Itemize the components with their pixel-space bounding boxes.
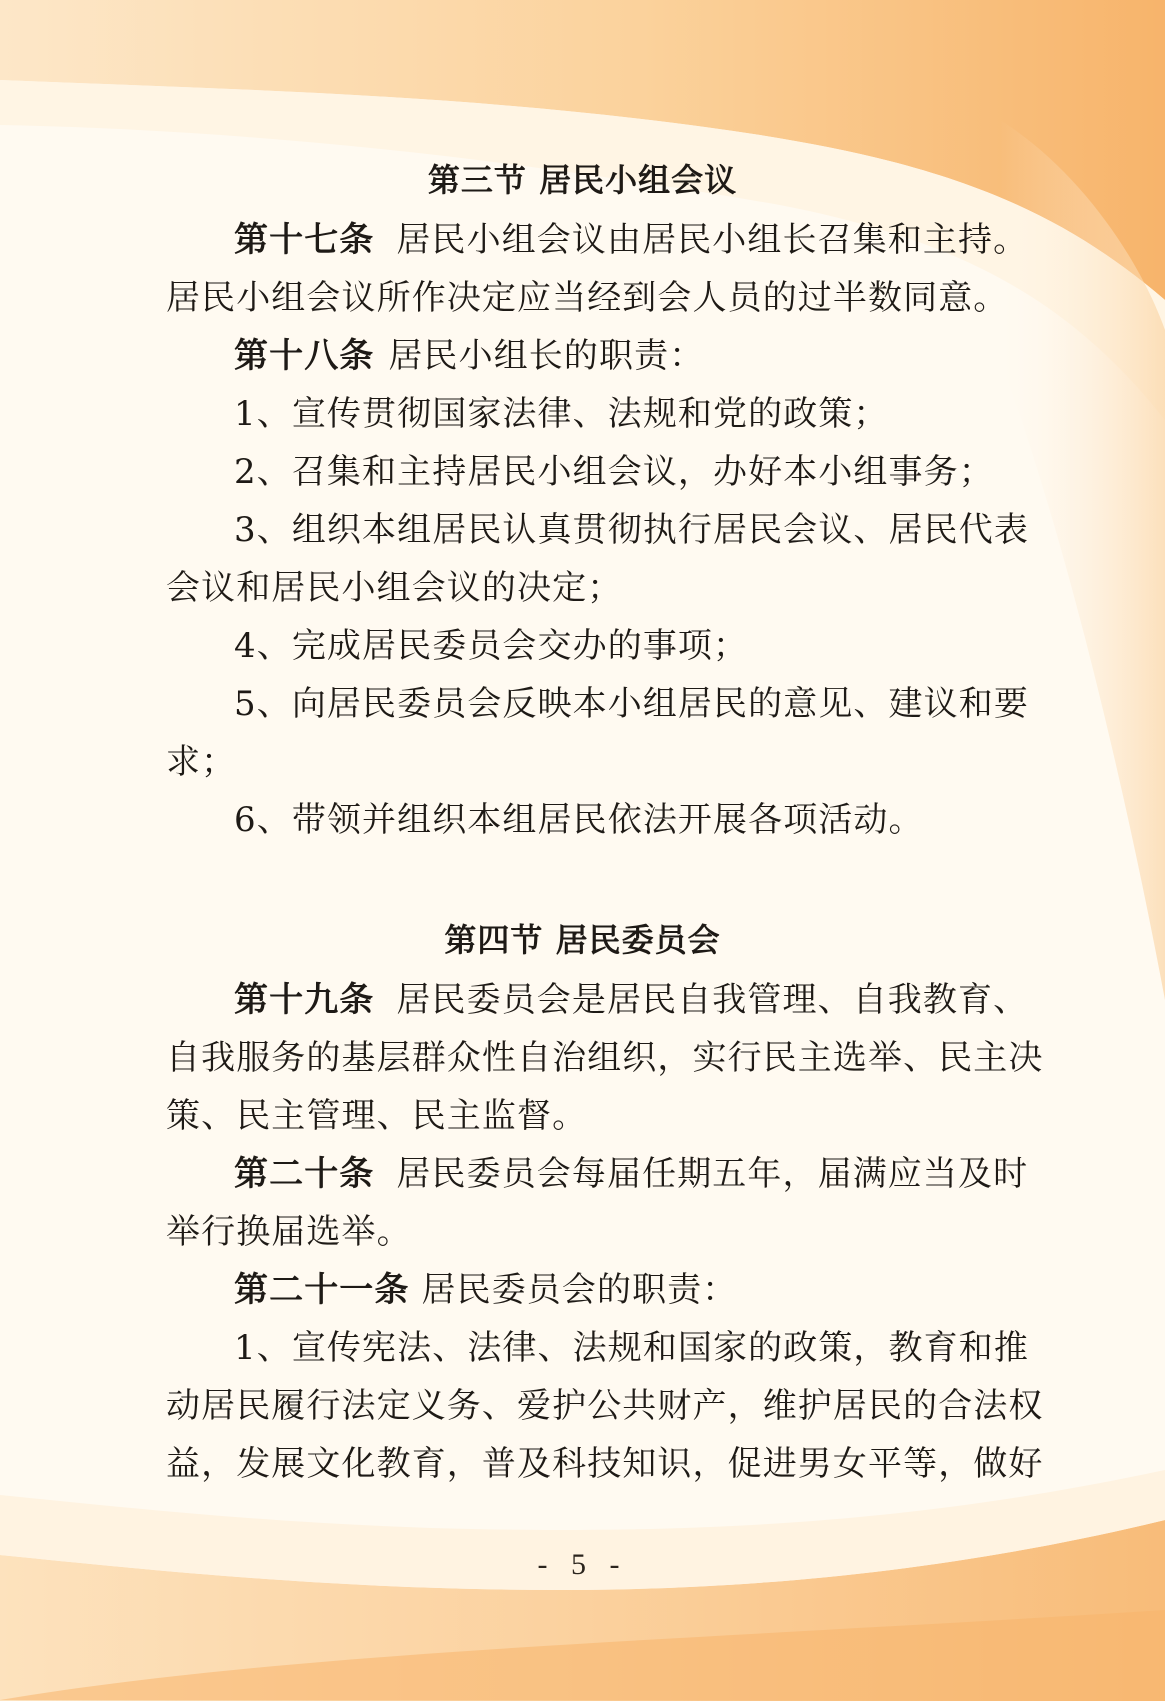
section-three-item-2: 2、召集和主持居民小组会议，办好本小组事务；: [234, 452, 994, 492]
article-19-text-line-2: 自我服务的基层群众性自治组织，实行民主选举、民主决: [166, 1038, 1044, 1078]
article-20-text-line-1: 居民委员会每届任期五年，届满应当及时: [396, 1154, 1029, 1194]
section-three-item-5-line-2: 求；: [166, 742, 237, 782]
article-19-text-line-3: 策、民主管理、民主监督。: [166, 1096, 588, 1136]
article-21-label: 第二十一条: [234, 1270, 410, 1310]
section-three-item-1: 1、宣传贯彻国家法律、法规和党的政策；: [234, 394, 889, 434]
article-18-label: 第十八条: [234, 336, 375, 376]
section-three-heading: 第三节 居民小组会议: [427, 161, 738, 199]
section-three-item-6: 6、带领并组织本组居民依法开展各项活动。: [234, 800, 924, 840]
section-three-item-5-line-1: 5、向居民委员会反映本小组居民的意见、建议和要: [234, 684, 1029, 724]
article-17-label: 第十七条: [234, 220, 375, 260]
section-four-item-1-line-1: 1、宣传宪法、法律、法规和国家的政策，教育和推: [234, 1328, 1029, 1368]
section-four-item-1-line-2: 动居民履行法定义务、爱护公共财产，维护居民的合法权: [166, 1386, 1044, 1426]
article-20-label: 第二十条: [234, 1154, 375, 1194]
section-four-item-1-line-3: 益，发展文化教育，普及科技知识，促进男女平等，做好: [166, 1444, 1044, 1484]
article-17-text-line-1: 居民小组会议由居民小组长召集和主持。: [396, 220, 1029, 260]
article-19-label: 第十九条: [234, 980, 375, 1020]
section-three-item-3-line-2: 会议和居民小组会议的决定；: [166, 568, 623, 608]
article-17-text-line-2: 居民小组会议所作决定应当经到会人员的过半数同意。: [166, 278, 1009, 318]
article-21-paragraph: [234, 1265, 1006, 1315]
article-21-text-line-1: 居民委员会的职责：: [421, 1270, 738, 1310]
article-20-paragraph: [234, 1149, 1029, 1199]
article-18-paragraph: [234, 331, 1006, 381]
article-19-text-line-1: 居民委员会是居民自我管理、自我教育、: [396, 980, 1029, 1020]
page-number: - 5 -: [537, 1548, 628, 1581]
section-three-item-4: 4、完成居民委员会交办的事项；: [234, 626, 749, 666]
section-four-heading: 第四节 居民委员会: [444, 921, 721, 959]
section-three-item-3-line-1: 3、组织本组居民认真贯彻执行居民会议、居民代表: [234, 510, 1029, 550]
article-18-text-line-1: 居民小组长的职责：: [388, 336, 705, 376]
article-17-paragraph: [234, 215, 1029, 265]
article-19-paragraph: [234, 975, 1029, 1025]
article-20-text-line-2: 举行换届选举。: [166, 1212, 412, 1252]
